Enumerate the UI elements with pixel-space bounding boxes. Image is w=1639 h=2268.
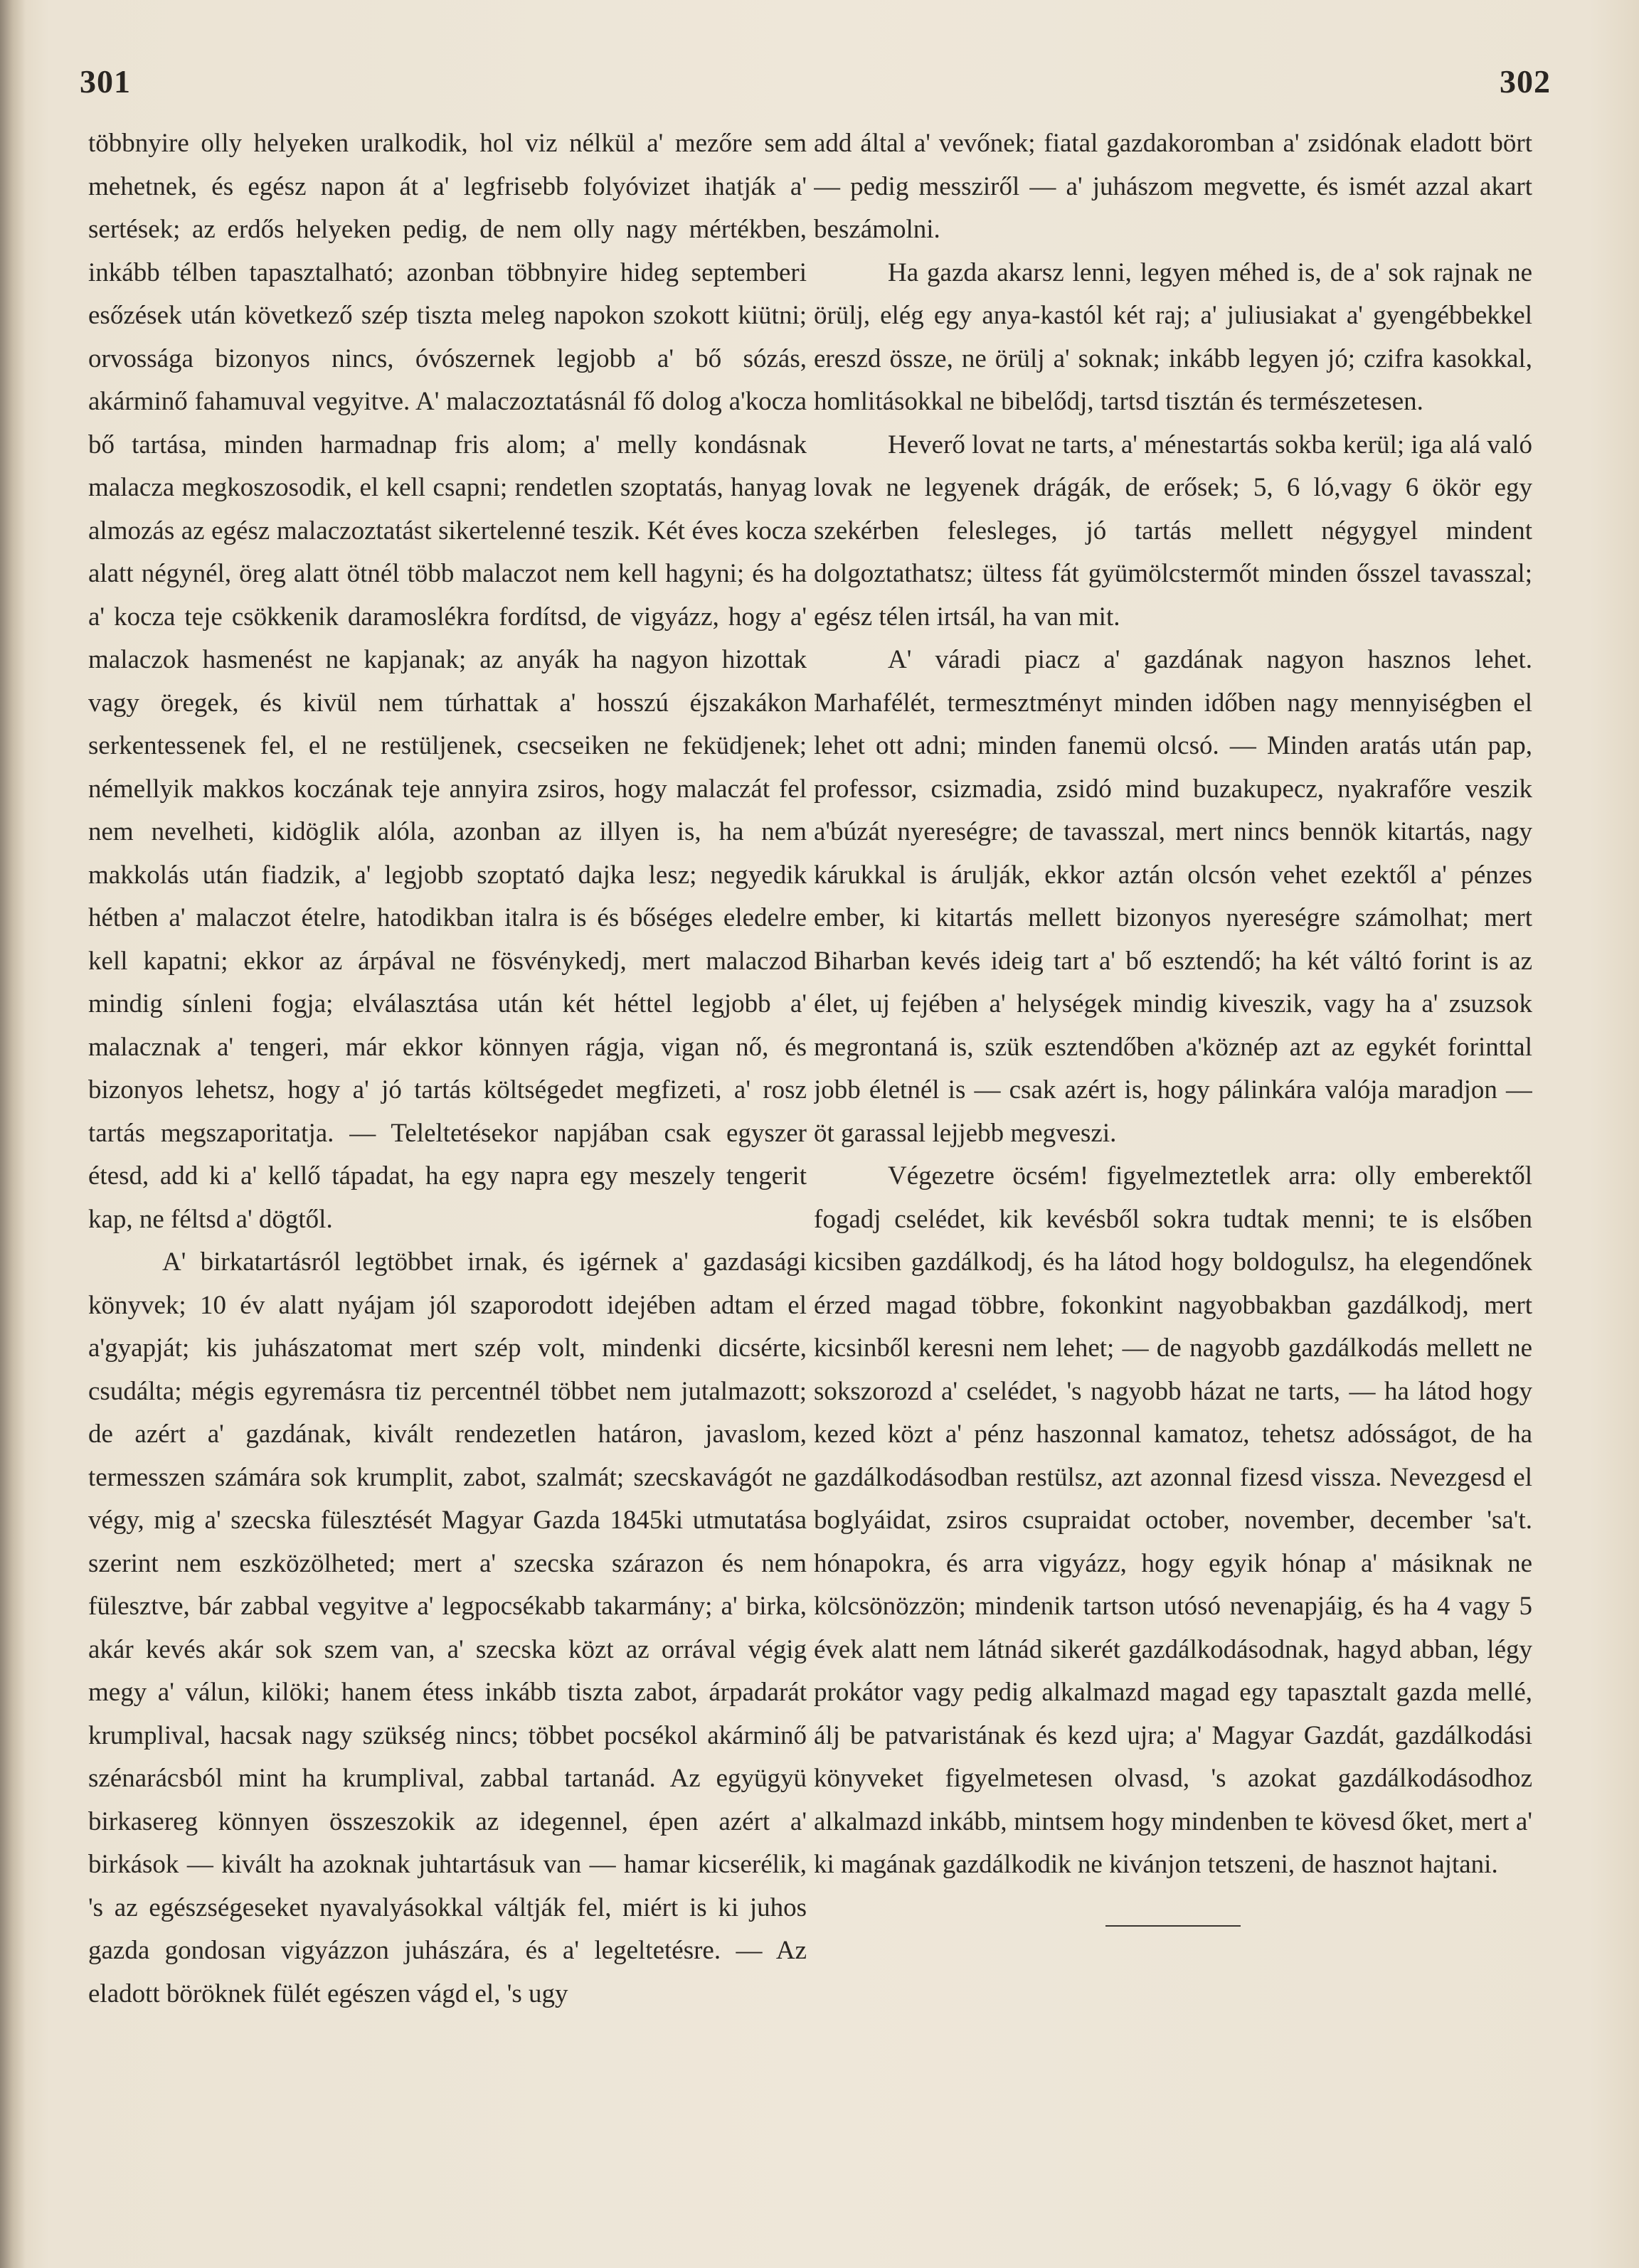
left-text-column bbox=[88, 122, 807, 2227]
paragraph: többnyire olly helyeken uralkodik, hol viz nélkül a' mezőre sem mehetnek, és egész napon át a' legfrisebb folyóvizet ihatják a' sertések; az erdős helyeken pedig, de nem olly nagy mértékben, inkább télben tapasztalható; azonban többnyire hideg septemberi esőzések után következő szép tiszta meleg napokon szokott kiütni; orvossága bizonyos nincs, óvószernek legjobb a' bő sózás, akárminő fahamuval vegyitve. A' malaczoztatásnál fő dolog a'kocza bő tartása, minden harmadnap fris alom; a' melly kondásnak malacza megkoszosodik, el kell csapni; rendetlen szoptatás, hanyag almozás az egész malaczoztatást sikertelenné teszik. Két éves kocza alatt négynél, öreg alatt ötnél több malaczot nem kell hagyni; és ha a' kocza teje csökkenik daramoslékra fordítsd, de vigyázz, hogy a' malaczok hasmenést ne kapjanak; az anyák ha nagyon hizottak vagy öregek, és kivül nem túrhattak a' hosszú éjszakákon serkentessenek fel, el ne restüljenek, csecseiken ne feküdjenek; némellyik makkos koczának teje annyira zsiros, hogy malaczát fel nem nevelheti, kidöglik alóla, azonban az illyen is, ha nem makkolás után fiadzik, a' legjobb szoptató dajka lesz; negyedik hétben a' malaczot ételre, hatodikban italra is és bőséges eledelre kell kapatni; ekkor az árpával ne fösvénykedj, mert malaczod mindig sínleni fogja; elválasztása után két héttel legjobb a' malacznak a' tengeri, már ekkor könnyen rágja, vigan nő, és bizonyos lehetsz, hogy a' jó tartás költségedet megfizeti, a' rosz tartás megszaporitatja. — Teleltetésekor napjában csak egyszer étesd, add ki a' kellő tápadat, ha egy napra egy meszely tengerit kap, ne féltsd a' dögtől. bbox=[88, 129, 807, 1234]
section-divider bbox=[1105, 1925, 1241, 1927]
page-number-right: 302 bbox=[1500, 63, 1551, 100]
right-text-column bbox=[814, 122, 1532, 2227]
paragraph: Végezetre öcsém! figyelmeztetlek arra: olly emberektől fogadj cselédet, kik kevésből sokra tudtak menni; te is elsőben kicsiben gazdálkodj, és ha látod hogy boldogulsz, ha elegendőnek érzed magad többre, fokonkint nagyobbakban gazdálkodj, mert kicsinből keresni nem lehet; — de nagyobb gazdálkodás mellett ne sokszorozd a' cselédet, 's nagyobb házat ne tarts, — ha látod hogy kezed közt a' pénz haszonnal kamatoz, tehetsz adósságot, de ha gazdálkodásodban restülsz, azt azonnal fizesd vissza. Nevezgesd el boglyáidat, zsiros csupraidat october, november, december 'sa't. hónapokra, és arra vigyázz, hogy egyik hónap a' másiknak ne kölcsönözzön; mindenik tartson utósó nevenapjáig, és ha 4 vagy 5 évek alatt nem látnád sikerét gazdálkodásodnak, hagyd abban, légy prokátor vagy pedig alkalmazd magad egy tapasztalt gazda mellé, álj be patvaristának és kezd ujra; a' Magyar Gazdát, gazdálkodási könyveket figyelmetesen olvasd, 's azokat gazdálkodásodhoz alkalmazd inkább, mintsem hogy mindenben te kövesd őket, mert a' ki magának gazdálkodik ne kivánjon tetszeni, de hasznot hajtani. bbox=[814, 1161, 1532, 1879]
spine-shadow bbox=[0, 0, 26, 2268]
paragraph: Ha gazda akarsz lenni, legyen méhed is, de a' sok rajnak ne örülj, elég egy anya-kastól két raj; a' juliusiakat a' gyengébbekkel ereszd össze, ne örülj a' soknak; inkább legyen jó; czifra kasokkal, homlitásokkal ne bibelődj, tartsd tisztán és természetesen. bbox=[814, 257, 1532, 416]
paragraph: Heverő lovat ne tarts, a' ménestartás sokba kerül; iga alá való lovak ne legyenek drágák, de erősek; 5, 6 ló,vagy 6 ökör egy szekérben felesleges, jó tartás mellett négygyel mindent dolgoztathatsz; ültess fát gyümölcstermőt minden ősszel tavasszal; egész télen irtsál, ha van mit. bbox=[814, 430, 1532, 632]
page-number-left: 301 bbox=[80, 63, 131, 100]
paragraph: A' birkatartásról legtöbbet irnak, és igérnek a' gazdasági könyvek; 10 év alatt nyájam jól szaporodott idejében adtam el a'gyapját; kis juhászatomat mert szép volt, mindenki dicsérte, csudálta; mégis egyremásra tiz percentnél többet nem jutalmazott; de azért a' gazdának, kivált rendezetlen határon, javaslom, termesszen számára sok krumplit, zabot, szalmát; szecskavágót ne végy, mig a' szecska fülesztését Magyar Gazda 1845ki utmutatása szerint nem eszközölheted; mert a' szecska szárazon és nem fülesztve, bár zabbal vegyitve a' legpocsékabb takarmány; a' birka, akár kevés akár sok szem van, a' szecska közt az orrával végig megy a' válun, kilöki; hanem étess inkább tiszta zabot, árpadarát krumplival, hacsak nagy szükség nincs; többet pocsékol akárminő szénarácsból mint ha krumplival, zabbal tartanád. Az együgyü birkasereg könnyen összeszokik az idegennel, épen azért a' birkások — kivált ha azoknak juhtartásuk van — hamar kicserélik, 's az egészségeseket nyavalyásokkal váltják fel, miért is ki juhos gazda gondosan vigyázzon juhászára, és a' legeltetésre. — Az eladott böröknek fülét egészen vágd el, 's ugy bbox=[88, 1247, 807, 2008]
paragraph: A' váradi piacz a' gazdának nagyon hasznos lehet. Marhafélét, termesztményt minden időben nagy mennyiségben el lehet ott adni; minden fanemü olcsó. — Minden aratás után pap, professor, csizmadia, zsidó mind buzakupecz, nyakrafőre veszik a'búzát nyereségre; de tavasszal, mert nincs bennök kitartás, nagy kárukkal is árulják, ekkor aztán olcsón vehet ezektől a' pénzes ember, ki kitartás mellett bizonyos nyereségre számolhat; mert Biharban kevés ideig tart a' bő esztendő; ha két váltó forint is az élet, uj fejében a' helységek mindig kiveszik, vagy ha a' zsuzsok megrontaná is, szük esztendőben a'köznép azt az egykét forinttal jobb életnél is — csak azért is, hogy pálinkára valója maradjon — öt garassal lejjebb megveszi. bbox=[814, 645, 1532, 1148]
paragraph: add által a' vevőnek; fiatal gazdakoromban a' zsidónak eladott bört — pedig messziről — a' juhászom megvette, és ismét azzal akart beszámolni. bbox=[814, 129, 1532, 244]
